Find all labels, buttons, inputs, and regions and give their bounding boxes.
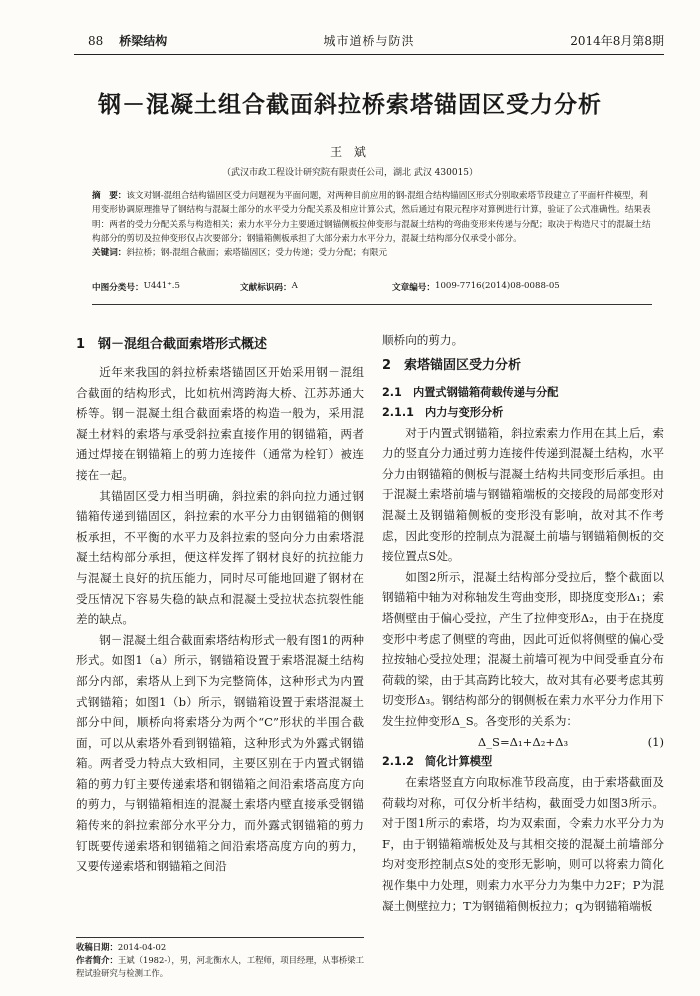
running-header — [74, 30, 664, 52]
doc-code-label: 文献标识码： — [240, 283, 292, 293]
abstract-rule — [92, 304, 652, 305]
section-2-1-1-heading: 2.1.1 内力与变形分析 — [382, 405, 504, 419]
equation-1 — [382, 732, 664, 753]
issue-date: 2014年8月第8期 — [570, 34, 664, 48]
author-bio: 王斌（1982-），男，河北衡水人，工程师，项目经理，从事桥梁工程试验研究与检测工作。 — [76, 955, 364, 978]
keywords-text: 斜拉桥；钢-混组合截面；索塔锚固区；受力传递；受力分配；有限元 — [126, 248, 388, 259]
abstract — [92, 189, 652, 260]
clc-value: U441⁺.5 — [143, 281, 180, 291]
paragraph: 如图2所示，混凝土结构部分受拉后，整个截面以钢锚箱中轴为对称轴发生弯曲变形，即挠度变形Δ₁；索塔侧壁由于偏心受拉，产生了拉伸变形Δ₂，由于在挠度变形中考虑了侧壁的弯曲，因此可近似将侧壁的偏心受拉按轴心受拉处理；混凝土前墙可视为中间受垂直分布荷载的梁，由于其高跨比较大，故对其有必要考虑其剪切变形Δ₃。钢结构部分的钢侧板在索力水平分力作用下发生拉伸变形Δ_S。各变形的关系为： — [382, 569, 664, 728]
right-column — [382, 330, 664, 916]
section-2-1-2-heading: 2.1.2 简化计算模型 — [382, 755, 493, 769]
article-no-value: 1009-7716(2014)08-0088-05 — [434, 281, 560, 291]
clc-label: 中图分类号： — [92, 283, 144, 293]
paper-title: 钢－混凝土组合截面斜拉桥索塔锚固区受力分析 — [98, 92, 602, 118]
section-2-heading: 2 索塔锚固区受力分析 — [382, 357, 522, 373]
section-2-1-heading: 2.1 内置式钢锚箱荷载传递与分配 — [382, 385, 559, 399]
section-name: 桥梁结构 — [119, 34, 168, 48]
abstract-text: 该文对钢-混组合结构锚固区受力问题视为平面问题，对两种目前应用的钢-混组合结构锚固区形式分别取索塔节段建立了平面杆件模型，利用变形协调原理推导了钢结构与混凝土部分的水平受力分配关系及相应计算公式，然后通过有限元程序对算例进行计算，验证了公式准确性。结果表明：两者的受力分配关系与构造相关；索力水平分力主要通过钢锚侧板拉伸变形与混凝土结构的弯曲变形来传递与分配；取决于构造尺寸的混凝土结构部分的剪切及拉伸变形仅占次要部分；钢锚箱侧板承担了大部分索力水平分力，混凝土结构部分仅承受小部分。 — [92, 191, 651, 244]
equation-text: Δ_S=Δ₁+Δ₂+Δ₃ — [477, 734, 569, 749]
article-no-label: 文章编号： — [392, 283, 435, 293]
paragraph: 在索塔竖直方向取标准节段高度，由于索塔截面及荷载均对称，可仅分析半结构，截面受力如图3所示。对于图1所示的索塔，均为双索面，令索力水平分力为F，由于钢锚箱端板处及与其相交接的混凝土前墙部分均对变形控制点S处的变形无影响，则可以将索力简化视作集中力处理，则索力水平分力为集中力2F；P为混凝土侧壁拉力；T为钢锚箱侧板拉力；q为钢锚箱端板 — [382, 775, 664, 913]
keywords-label: 关键词： — [92, 248, 127, 259]
abstract-label: 摘 要： — [92, 191, 127, 201]
author-bio-label: 作者简介： — [76, 955, 118, 965]
paragraph: 钢－混凝土组合截面索塔结构形式一般有图1的两种形式。如图1（a）所示，钢锚箱设置于索塔混凝土结构部分内部，索塔从上到下为完整筒体，这种形式为内置式钢锚箱；如图1（b）所示，钢锚箱设置于索塔混凝土部分中间，顺桥向将索塔分为两个“C”形状的半围合截面，可以从索塔外看到钢锚箱，这种形式为外露式钢锚箱。两者受力特点大致相同，主要区别在于内置式钢锚箱的剪力钉主要传递索塔和钢锚箱之间沿索塔高度方向的剪力，与钢锚箱相连的混凝土索塔内壁直接承受钢锚箱传来的斜拉索部分水平分力，而外露式钢锚箱的剪力钉既要传递索塔和钢锚箱之间沿索塔高度方向的剪力，又要传递索塔和钢锚箱之间沿 — [76, 632, 364, 874]
left-column — [76, 330, 364, 877]
footnote — [76, 937, 364, 980]
page-number: 88 — [88, 34, 104, 48]
equation-number: (1) — [647, 734, 664, 749]
paragraph: 其锚固区受力相当明确，斜拉索的斜向拉力通过钢锚箱传递到锚固区，斜拉索的水平分力由钢锚箱的侧钢板承担，不平衡的水平力及斜拉索的竖向分力由索塔混凝土结构部分承担，便这样发挥了钢材良好的抗拉能力与混凝土良好的抗压能力，同时尽可能地回避了钢材在受压情况下容易失稳的缺点和混凝土受拉状态抗裂性能差的缺点。 — [76, 488, 364, 627]
affiliation: （武汉市政工程设计研究院有限责任公司，湖北 武汉 430015） — [221, 168, 479, 178]
journal-name: 城市道桥与防洪 — [323, 34, 415, 48]
paragraph: 近年来我国的斜拉桥索塔锚固区开始采用钢－混组合截面的结构形式，比如杭州湾跨海大桥、江苏苏通大桥等。钢－混凝土组合截面索塔的构造一般为，采用混凝土材料的索塔与承受斜拉索直接作用的钢锚箱，两者通过焊接在钢锚箱上的剪力连接件（通常为栓钉）被连接在一起。 — [76, 365, 364, 482]
received-label: 收稿日期： — [76, 942, 118, 952]
section-1-heading: 1 钢－混组合截面索塔形式概述 — [76, 337, 268, 352]
header-rule — [74, 54, 664, 55]
paragraph: 对于内置式钢锚箱，斜拉索索力作用在其上后，索力的竖直分力通过剪力连接件传递到混凝土结构，水平分力由钢锚箱的侧板与混凝土结构共同变形后承担。由于混凝土索塔前墙与钢锚箱端板的交接段的局部变形对混凝土及钢锚箱侧板的变形没有影响，故对其不作考虑，因此变形的控制点为混凝土前墙与钢锚箱侧板的交接位置点S处。 — [382, 425, 664, 564]
received-date: 2014-04-02 — [117, 942, 167, 952]
paragraph: 顺桥向的剪力。 — [382, 333, 464, 347]
author-name: 王 斌 — [330, 145, 370, 159]
doc-code-value: A — [291, 281, 298, 291]
